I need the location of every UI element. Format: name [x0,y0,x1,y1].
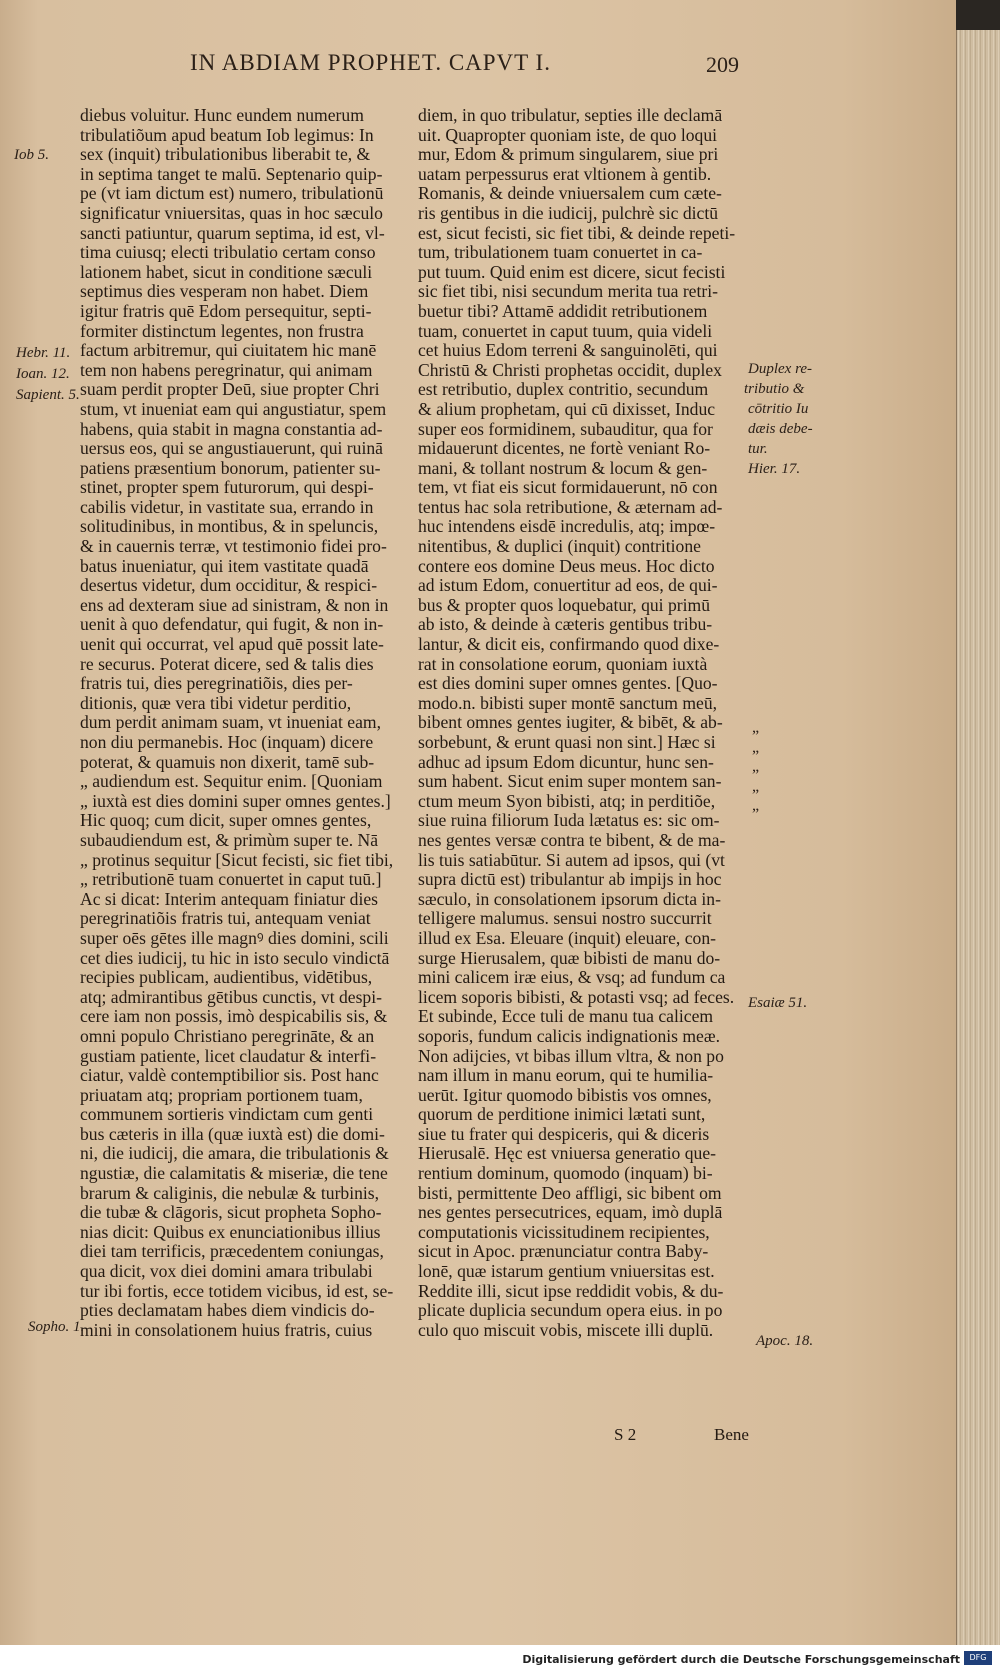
text-line: tima cuiusq; electi tribulatio certam conso [80,243,376,263]
text-line: lationem habet, sicut in conditione sæculi [80,262,373,282]
text-line: uenit à quo defendatur, qui fugit, & non in- [80,615,384,635]
text-line: tem, vt fiat eis sicut formidauerunt, nō con [418,478,718,498]
text-line: rat in consolatione eorum, quoniam iuxtà [418,654,708,674]
text-line: fratris tui, dies peregrinatiõis, dies per- [80,674,353,694]
text-line: solitudinibus, in montibus, & in speluncis, [80,517,379,537]
margin-note-job: Iob 5. [14,147,49,163]
text-line: uerūt. Igitur quomodo bibistis vos omnes, [418,1085,712,1105]
text-line: Romanis, & deinde vniuersalem cum cæte- [418,184,722,204]
text-line: & in cauernis terræ, vt testimonio fidei pro- [80,537,387,557]
text-line: brarum & caliginis, die nebulæ & turbinis, [80,1183,380,1203]
text-line: nias dicit: Quibus ex enunciationibus illius [80,1222,381,1242]
text-line: batus inueniatur, qui item vastitate quadā [80,556,369,576]
text-line: stinet, propter spem futurorum, qui despi- [80,478,374,498]
text-line: ens ad dexteram siue ad sinistram, & non in [80,595,389,615]
text-line: sorbebunt, & erunt quasi non sint.] Hæc si [418,733,716,752]
catchword: Bene [714,1425,749,1444]
right-text-column [418,106,748,1340]
text-line: midauerunt dicentes, ne fortè veniant Ro- [418,439,711,459]
text-line: rentium dominum, quomodo (inquam) bi- [418,1164,713,1184]
right-quote-marks: „ „ „ „ „ [752,719,760,815]
margin-note-duplex-2: tributio & [744,381,805,397]
text-line: subaudiendum est, & primùm super te. Nā [80,830,379,850]
text-line: patiens præsentium bonorum, patienter su- [80,458,381,478]
text-line: habens, quia stabit in magna constantia ad- [80,419,383,439]
text-line: tur ibi fortis, ecce totidem vicibus, id est, se- [80,1281,394,1301]
margin-note-sapient: Sapient. 5. [16,387,80,403]
text-line: quorum de perditione inimici lætati sunt, [418,1105,706,1125]
text-line: sum habent. Sicut enim super montem san- [418,772,722,792]
text-line: ni, die iudicij, die amara, die tribulationis & [80,1144,389,1164]
text-line: ciatur, valdè contemptibilior sis. Post hanc [80,1066,379,1086]
text-line: sicut in Apoc. prænunciatur contra Baby- [418,1242,709,1262]
text-line: ad istum Edom, conuertitur ad eos, de qui- [418,576,718,596]
text-line: Non adijcies, vt bibas illum vltra, & non po [418,1046,724,1066]
text-line: ctum meum Syon bibisti, atq; in perditiõe, [418,791,716,811]
text-line: significatur vniuersitas, quas in hoc sæculo [80,203,383,223]
digitization-footer [0,1645,1000,1674]
text-line: est dies domini super omnes gentes. [Quo- [418,674,718,694]
text-line: tem non habens peregrinatur, qui animam [80,360,373,380]
text-line: non diu permanebis. Hoc (inquam) dicere [80,733,374,752]
text-line: stum, vt inueniat eam qui angustiatur, spem [80,399,387,419]
margin-note-duplex-4: dæis debe- [748,421,813,437]
margin-note-ioan: Ioan. 12. [16,366,70,382]
text-line: cabilis videtur, in vastitate sua, errando in [80,497,374,517]
text-line: „ iuxtà est dies domini super omnes gentes.] [80,791,391,811]
text-line: nam illum in manu eorum, qui te humilia- [418,1066,714,1086]
page-number: 209 [706,52,739,77]
text-line: re securus. Poterat dicere, sed & talis dies [80,654,374,674]
text-line: suam perdit propter Deū, siue propter Chri [80,380,380,400]
text-line: die tubæ & clāgoris, sicut propheta Sopho- [80,1203,382,1223]
text-line: soporis, fundum calicis indignationis meæ. [418,1026,720,1046]
text-line: tentus hac sola retributione, & æternam ad- [418,497,723,517]
running-title: IN ABDIAM PROPHET. CAPVT I. [190,50,551,75]
background-corner [956,0,1000,30]
text-line: priuatam atq; propriam portionem tuam, [80,1085,363,1105]
text-line: telligere malumus. sensui nostro succurrit [418,909,712,929]
text-line: poterat, & quamuis non dixerit, tamē sub- [80,752,375,772]
text-line: nes gentes versæ contra te bibent, & de ma- [418,830,726,850]
text-line: ngustiæ, die calamitatis & miseriæ, die tene [80,1164,388,1184]
margin-note-sopho: Sopho. 1. [28,1319,85,1335]
text-line: uatam perpessurus erat vltionem à gentib. [418,164,712,184]
text-line: „ protinus sequitur [Sicut fecisti, sic fiet tibi, [80,850,394,870]
margin-note-duplex-5: tur. [748,441,768,457]
text-line: lonē, quæ istarum gentium vniuersitas est. [418,1262,715,1282]
text-line: lis tuis satiabūtur. Si autem ad ipsos, qui (vt [418,850,725,870]
text-line: sancti patiuntur, quarum septima, id est, vl- [80,223,385,243]
text-line: ab isto, & deinde à cæteris gentibus tribu- [418,615,713,635]
text-line: super eos formidinem, subauditur, qua for [418,419,713,439]
text-line: pe (vt iam dictum est) numero, tribulationū [80,184,384,204]
text-line: contere eos domine Deus meus. Hoc dicto [418,556,715,576]
text-line: sex (inquit) tribulationibus liberabit te, & [80,145,371,165]
text-line: atq; admirantibus gētibus cunctis, vt despi- [80,987,382,1007]
margin-note-hier: Hier. 17. [748,461,801,477]
text-line: pties declamatam habes diem vindicis do- [80,1301,375,1321]
text-line: tum, tribulationem tuam conuertet in ca- [418,243,703,263]
text-line: factum arbitremur, qui ciuitatem hic manē [80,341,377,361]
text-line: igitur fratris quē Edom persequitur, septi- [80,301,372,321]
text-line: put tuum. Quid enim est dicere, sicut fecisti [418,262,726,282]
text-line: nitentibus, & duplici (inquit) contritione [418,537,701,557]
text-line: dum perdit animam suam, vt inueniat eam, [80,713,381,733]
text-line: modo.n. bibisti super montē sanctum meū, [418,693,718,713]
margin-note-esaia: Esaiæ 51. [748,995,808,1011]
text-line: omni populo Christiano peregrināte, & an [80,1026,375,1046]
text-line: tuam, conuertet in caput tuum, quia videli [418,321,713,341]
text-line: siue tu frater qui despiceris, qui & diceris [418,1124,710,1144]
text-line: mini in consolationem huius fratris, cuius [80,1320,373,1340]
text-line: bibent omnes gentes iugiter, & bibēt, & ab- [418,713,723,733]
text-line: cet dies iudicij, tu hic in isto seculo vindictā [80,948,390,968]
text-line: mur, Edom & primum singularem, siue pri [418,145,719,165]
text-line: est, sicut fecisti, sic fiet tibi, & deinde repeti- [418,223,736,243]
text-line: sic fiet tibi, nisi secundum merita tua retri- [418,282,718,302]
text-line: computationis vicissitudinem recipientes, [418,1222,710,1242]
text-line: ris gentibus in die iudicij, pulchrè sic dictū [418,203,719,223]
text-line: cet huius Edom terreni & sanguinolēti, qui [418,341,718,361]
text-line: septimus dies vesperam non habet. Diem [80,282,369,302]
text-line: & alium prophetam, qui cū dixisset, Induc [418,399,716,419]
text-line: cere iam non possis, imò despicabilis sis, & [80,1007,388,1027]
text-line: bisti, permittente Deo affligi, sic bibent om [418,1183,722,1203]
signature-mark: S 2 [614,1425,637,1444]
text-line: formiter distinctum legentes, non frustra [80,321,364,341]
text-line: tribulatiõum apud beatum Iob legimus: In [80,125,374,145]
text-line: desertus videtur, dum occiditur, & respici- [80,576,378,596]
text-line: mani, & tollant nostrum & locum & gen- [418,458,708,478]
text-line: Ac si dicat: Interim antequam finiatur dies [80,889,379,909]
text-line: plicate duplicia secundum opera eius. in po [418,1301,723,1321]
text-line: „ audiendum est. Sequitur enim. [Quoniam [80,772,383,792]
left-text-column [80,106,410,1340]
text-line: Reddite illi, sicut ipse reddidit vobis, & du- [418,1281,724,1301]
text-line: bus cæteris in illa (quæ iuxtà est) die domi- [80,1124,385,1144]
text-line: Et subinde, Ecce tuli de manu tua calicem [418,1007,714,1027]
text-line: huc intendens eisdē incredulis, atq; impœ- [418,517,716,537]
text-line: peregrinatiõis fratris tui, antequam veniat [80,909,371,929]
margin-note-duplex-1: Duplex re- [748,361,812,377]
text-line: nes gentes persecutrices, equam, imò duplā [418,1203,723,1223]
text-line: diei tam terrificis, præcedentem coniungas, [80,1242,384,1262]
text-line: est retributio, duplex contritio, secundum [418,380,709,400]
text-line: diebus voluitur. Hunc eundem numerum [80,106,364,125]
text-line: mini calicem iræ eius, & vsq; ad fundum ca [418,968,726,988]
text-line: qua dicit, vox diei domini amara tribulabi [80,1262,373,1282]
text-line: super oēs gētes ille magnꝰ dies domini, scili [80,928,389,948]
text-line: adhuc ad ipsum Edom dicuntur, hunc sen- [418,752,714,772]
dfg-logo-icon: DFG [964,1651,992,1665]
margin-note-duplex-3: cōtritio Iu [748,401,809,417]
margin-note-hebr: Hebr. 11. [16,345,71,361]
text-line: sæculo, in consolationem ipsorum dicta in- [418,889,721,909]
text-line: uersus eos, qui se angustiauerunt, qui ruinā [80,439,383,459]
text-line: licem soporis bibisti, & potasti vsq; ad feces. [418,987,735,1007]
text-line: siue ruina filiorum Iuda lætatus es: sic om- [418,811,720,831]
text-line: „ retributionē tuam conuertet in caput tuū.] [80,870,382,890]
text-line: bus & propter quos loquebatur, qui primū [418,595,710,615]
text-line: gustiam patiente, licet claudatur & interfi- [80,1046,377,1066]
text-line: supra dictū est) tribulantur ab impijs in hoc [418,870,722,890]
text-line: diem, in quo tribulatur, septies ille declamā [418,106,723,125]
text-line: buetur tibi? Attamē addidit retributionem [418,301,708,321]
text-line: surge Hierusalem, quæ bibisti de manu do- [418,948,721,968]
text-line: culo quo miscuit vobis, miscete illi duplū. [418,1320,714,1340]
footer-text: Digitalisierung gefördert durch die Deutsche Forschungsgemeinschaft [522,1653,960,1666]
text-line: illud ex Esa. Eleuare (inquit) eleuare, con- [418,928,716,948]
text-line: Hierusalē. Hęc est vniuersa generatio que- [418,1144,716,1164]
text-line: ditionis, quæ vera tibi videtur perditio, [80,693,352,713]
text-line: uit. Quapropter quoniam iste, de quo loqui [418,125,718,145]
text-line: Hic quoq; cum dicit, super omnes gentes, [80,811,372,831]
page-edges [956,30,1000,1645]
text-line: uenit qui occurrat, vel apud quē possit late- [80,635,384,655]
text-line: Christū & Christi prophetas occidit, duplex [418,360,722,380]
text-line: lantur, & dicit eis, confirmando quod dixe- [418,635,720,655]
margin-note-apoc: Apoc. 18. [756,1333,814,1349]
text-line: communem sortieris vindictam cum genti [80,1105,374,1125]
text-line: recipies publicam, audientibus, vidētibus, [80,968,373,988]
text-line: in septima tanget te malū. Septenario quip- [80,164,383,184]
